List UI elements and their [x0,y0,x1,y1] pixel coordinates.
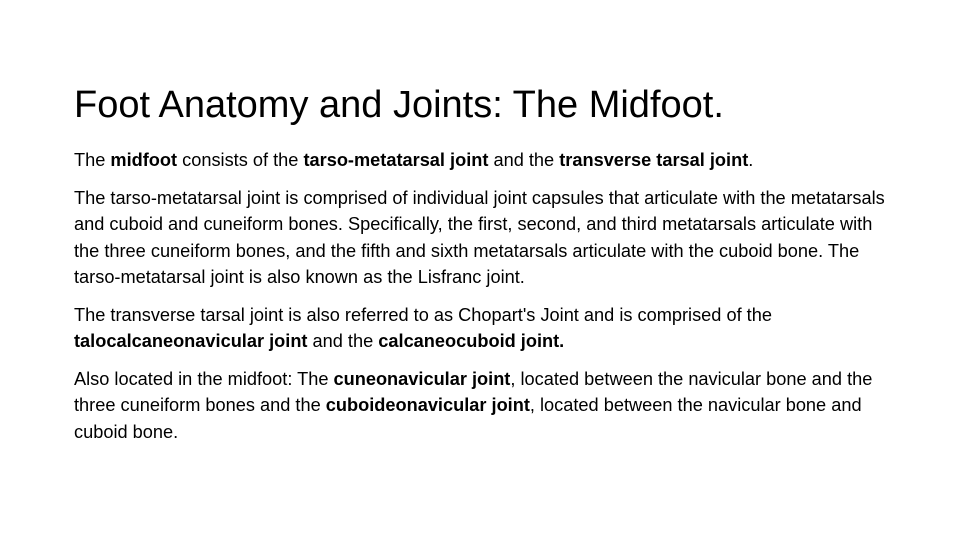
bold-term: transverse tarsal joint [559,150,749,170]
bold-term: cuboideonavicular joint [325,395,530,415]
text-segment: and the [307,331,379,351]
bold-term: calcaneocuboid joint. [378,331,565,351]
paragraph-tarso-metatarsal-joint [74,185,894,291]
text-segment: and the [488,150,560,170]
paragraph-other-midfoot-joints [74,366,894,446]
text-segment: consists of the [177,150,304,170]
text-segment: The tarso-metatarsal joint is comprised of individual joint capsules that articulate with the metatarsals and cuboid and cuneiform bones. Specifically, the first, second, and third metatarsals articulate with the three cuneiform bones, and the fifth and sixth metatarsals articulate with the cuboid bone. The tarso-metatarsal joint is also known as the Lisfranc joint. [74,187,885,287]
text-segment: , located between the navicular bone and cuboid bone. [74,395,862,442]
slide-title: Foot Anatomy and Joints: The Midfoot. [74,84,724,127]
bold-term: cuneonavicular joint [333,368,511,389]
text-segment: Also located in the midfoot: The [74,368,334,389]
text-segment: The transverse tarsal joint is also referred to as Chopart's Joint and is comprised of the [74,304,772,325]
bold-term: talocalcaneonavicular joint [74,331,308,351]
text-segment: . [748,150,754,170]
slide-body [74,147,894,456]
bold-term: midfoot [110,150,178,170]
text-segment: The [74,150,111,170]
bold-term: tarso-metatarsal joint [303,150,489,170]
paragraph-transverse-tarsal-joint [74,302,894,355]
text-segment: , located between the navicular bone and the three cuneiform bones and the [74,368,873,415]
paragraph-midfoot-overview [74,147,894,174]
